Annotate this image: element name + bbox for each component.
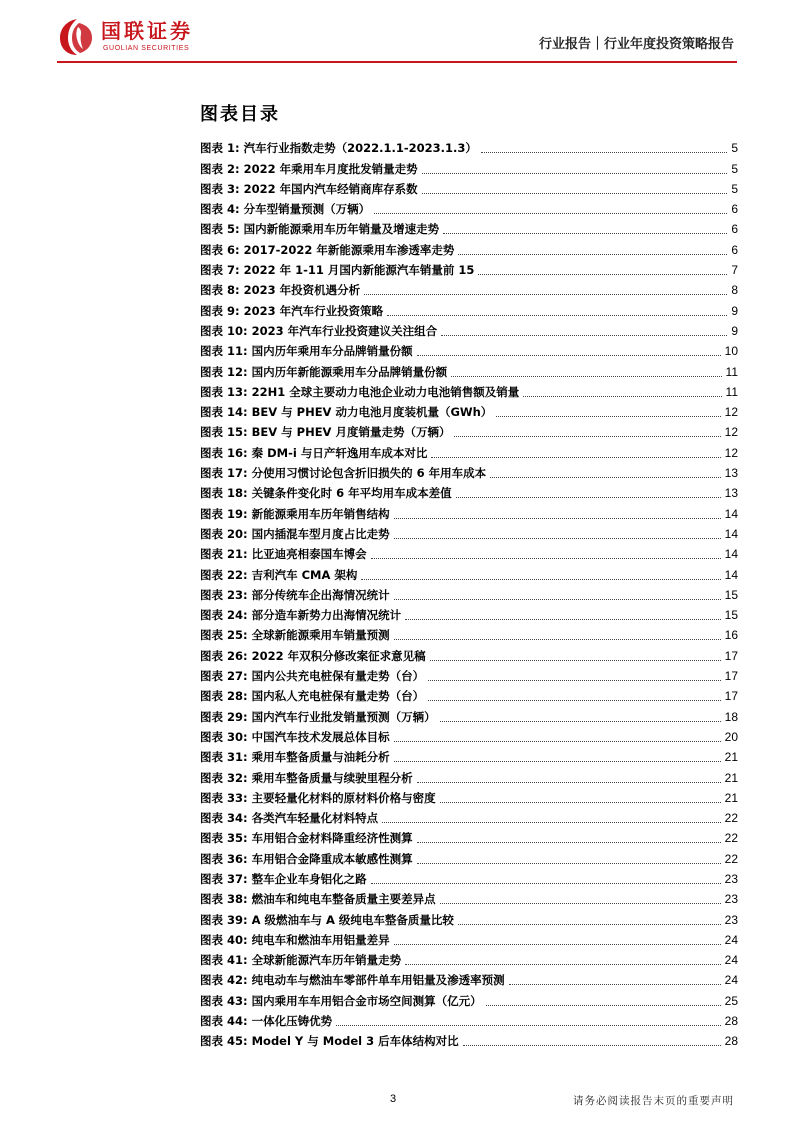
toc-item-page: 20 — [724, 729, 738, 744]
toc-item[interactable] — [200, 623, 738, 643]
toc-item-title: 分车型销量预测（万辆） — [243, 202, 371, 217]
toc-item[interactable] — [200, 522, 738, 542]
toc-dot-leader — [440, 802, 721, 803]
page-header — [0, 0, 794, 70]
toc-dot-leader — [509, 984, 721, 985]
toc-dot-leader — [430, 660, 721, 661]
toc-dot-leader — [428, 700, 721, 701]
toc-item[interactable] — [200, 319, 738, 339]
toc-item-page: 6 — [731, 242, 738, 257]
toc-item-title: A 级燃油车与 A 级纯电车整备质量比较 — [251, 912, 454, 927]
toc-dot-leader — [463, 1045, 721, 1046]
toc-item-title: 22H1 全球主要动力电池企业动力电池销售额及销量 — [251, 384, 520, 399]
toc-item-label: 图表 13: — [200, 384, 248, 399]
brand-name-cn: 国联证券 — [101, 19, 193, 43]
toc-item-page: 24 — [724, 932, 738, 947]
toc-dot-leader — [371, 883, 721, 884]
toc-dot-leader — [440, 903, 721, 904]
toc-dot-leader — [394, 761, 721, 762]
toc-item[interactable] — [200, 542, 738, 562]
toc-item-label: 图表 24: — [200, 608, 248, 623]
toc-item-title: 比亚迪亮相泰国车博会 — [251, 547, 367, 562]
toc-item[interactable] — [200, 684, 738, 704]
toc-dot-leader — [428, 680, 721, 681]
toc-item-title: 2023 年汽车行业投资策略 — [243, 303, 384, 318]
toc-dot-leader — [382, 822, 721, 823]
toc-item-title: 关键条件变化时 6 年平均用车成本差值 — [251, 486, 452, 501]
toc-item-label: 图表 23: — [200, 587, 248, 602]
toc-item-title: 一体化压铸优势 — [251, 1014, 333, 1029]
toc-dot-leader — [394, 639, 721, 640]
toc-item-page: 5 — [731, 161, 738, 176]
toc-item-label: 图表 2: — [200, 161, 240, 176]
toc-item[interactable] — [200, 988, 738, 1008]
toc-item-label: 图表 17: — [200, 466, 248, 481]
toc-item-label: 图表 18: — [200, 486, 248, 501]
toc-item[interactable] — [200, 887, 738, 907]
report-type-title: 行业报告｜行业年度投资策略报告 — [538, 37, 734, 52]
toc-item-title: 国内乘用车车用铝合金市场空间测算（亿元） — [251, 993, 482, 1008]
toc-item-page: 24 — [724, 973, 738, 988]
page-number: 3 — [390, 1093, 397, 1105]
toc-item-label: 图表 34: — [200, 811, 248, 826]
toc-item[interactable] — [200, 400, 738, 420]
toc-item-title: 分使用习惯讨论包含折旧损失的 6 年用车成本 — [251, 466, 487, 481]
toc-item-title: 国内公共充电桩保有量走势（台） — [251, 669, 425, 684]
toc-dot-leader — [441, 335, 727, 336]
toc-item-label: 图表 40: — [200, 932, 248, 947]
toc-item-page: 7 — [731, 263, 738, 278]
toc-item-label: 图表 20: — [200, 526, 248, 541]
toc-item-page: 22 — [724, 851, 738, 866]
toc-item[interactable] — [200, 136, 738, 156]
toc-item-label: 图表 11: — [200, 344, 248, 359]
toc-item-title: 2022 年 1-11 月国内新能源汽车销量前 15 — [243, 263, 475, 278]
toc-dot-leader — [422, 173, 728, 174]
toc-item[interactable] — [200, 237, 738, 257]
toc-item[interactable] — [200, 725, 738, 745]
toc-item-page: 14 — [724, 506, 738, 521]
toc-item-page: 13 — [724, 466, 738, 481]
toc-item-page: 11 — [725, 364, 738, 379]
toc-item-page: 21 — [724, 790, 738, 805]
toc-item[interactable] — [200, 562, 738, 582]
toc-item-label: 图表 3: — [200, 181, 240, 196]
toc-item-page: 23 — [724, 912, 738, 927]
toc-item-title: 燃油车和纯电车整备质量主要差异点 — [251, 892, 436, 907]
toc-item-title: 2017-2022 年新能源乘用车渗透率走势 — [243, 242, 455, 257]
toc-item-page: 11 — [725, 384, 738, 399]
toc-dot-leader — [417, 863, 721, 864]
toc-item-title: 各类汽车轻量化材料特点 — [251, 811, 379, 826]
toc-item-label: 图表 36: — [200, 851, 248, 866]
toc-item[interactable] — [200, 907, 738, 927]
toc-item[interactable] — [200, 420, 738, 440]
toc-item-title: 中国汽车技术发展总体目标 — [251, 729, 390, 744]
toc-item-label: 图表 8: — [200, 283, 240, 298]
toc-item-page: 9 — [731, 323, 738, 338]
toc-item-label: 图表 29: — [200, 709, 248, 724]
toc-item-title: 2022 年双积分修改案征求意见稿 — [251, 648, 426, 663]
toc-item-label: 图表 27: — [200, 669, 248, 684]
toc-dot-leader — [440, 721, 721, 722]
toc-item[interactable] — [200, 1009, 738, 1029]
toc-item-title: 车用铝合金降重成本敏感性测算 — [251, 851, 413, 866]
disclaimer-note: 请务必阅读报告末页的重要声明 — [573, 1095, 734, 1107]
toc-item-title: 纯电动车与燃油车零部件单车用铝量及渗透率预测 — [251, 973, 505, 988]
toc-item-label: 图表 43: — [200, 993, 248, 1008]
toc-dot-leader — [336, 1025, 721, 1026]
toc-dot-leader — [451, 376, 721, 377]
toc-item-page: 6 — [731, 202, 738, 217]
toc-dot-leader — [394, 944, 721, 945]
toc-dot-leader — [364, 294, 727, 295]
toc-item-page: 23 — [724, 892, 738, 907]
toc-item[interactable] — [200, 156, 738, 176]
toc-dot-leader — [405, 619, 721, 620]
toc-dot-leader — [496, 416, 720, 417]
toc-item-label: 图表 21: — [200, 547, 248, 562]
toc-item-title: 汽车行业指数走势（2022.1.1-2023.1.3） — [243, 141, 477, 156]
toc-dot-leader — [374, 213, 727, 214]
toc-list — [200, 136, 738, 1049]
toc-dot-leader — [394, 741, 721, 742]
toc-item[interactable] — [200, 664, 738, 684]
toc-item-label: 图表 30: — [200, 729, 248, 744]
toc-item-label: 图表 39: — [200, 912, 248, 927]
toc-item[interactable] — [200, 846, 738, 866]
toc-item-title: 吉利汽车 CMA 架构 — [251, 567, 358, 582]
toc-item[interactable] — [200, 826, 738, 846]
toc-item[interactable] — [200, 603, 738, 623]
toc-item-page: 14 — [724, 567, 738, 582]
toc-dot-leader — [387, 315, 727, 316]
toc-item[interactable] — [200, 440, 738, 460]
brand-logo — [57, 17, 217, 57]
toc-item-label: 图表 5: — [200, 222, 240, 237]
toc-item-page: 22 — [724, 811, 738, 826]
toc-item[interactable] — [200, 278, 738, 298]
toc-item-page: 5 — [731, 181, 738, 196]
toc-item-title: 2023 年汽车行业投资建议关注组合 — [251, 323, 438, 338]
toc-dot-leader — [417, 842, 721, 843]
toc-dot-leader — [405, 964, 721, 965]
toc-item-label: 图表 42: — [200, 973, 248, 988]
toc-item-title: 国内私人充电桩保有量走势（台） — [251, 689, 425, 704]
toc-item-title: 国内历年乘用车分品牌销量份额 — [251, 344, 413, 359]
toc-item[interactable] — [200, 643, 738, 663]
toc-dot-leader — [458, 254, 727, 255]
toc-item-page: 23 — [724, 871, 738, 886]
toc-dot-leader — [523, 396, 721, 397]
toc-item-title: Model Y 与 Model 3 后车体结构对比 — [251, 1034, 459, 1049]
toc-item[interactable] — [200, 704, 738, 724]
toc-item-title: 乘用车整备质量与油耗分析 — [251, 750, 390, 765]
toc-dot-leader — [422, 193, 728, 194]
toc-item-label: 图表 1: — [200, 141, 240, 156]
brand-name-en: GUOLIAN SECURITIES — [103, 45, 190, 52]
toc-item-title: 乘用车整备质量与续驶里程分析 — [251, 770, 413, 785]
toc-item-label: 图表 12: — [200, 364, 248, 379]
toc-item-page: 22 — [724, 831, 738, 846]
toc-item-page: 6 — [731, 222, 738, 237]
toc-item-label: 图表 41: — [200, 953, 248, 968]
toc-dot-leader — [456, 497, 721, 498]
toc-item-title: 整车企业车身铝化之路 — [251, 871, 367, 886]
toc-item-label: 图表 25: — [200, 628, 248, 643]
toc-item[interactable] — [200, 948, 738, 968]
toc-item-label: 图表 38: — [200, 892, 248, 907]
toc-item-title: 国内汽车行业批发销量预测（万辆） — [251, 709, 436, 724]
toc-dot-leader — [417, 355, 721, 356]
toc-item[interactable] — [200, 481, 738, 501]
toc-dot-leader — [361, 579, 720, 580]
toc-item-page: 16 — [724, 628, 738, 643]
toc-item[interactable] — [200, 867, 738, 887]
toc-item[interactable] — [200, 968, 738, 988]
toc-item-title: 新能源乘用车历年销售结构 — [251, 506, 390, 521]
toc-item-label: 图表 31: — [200, 750, 248, 765]
toc-item[interactable] — [200, 217, 738, 237]
toc-dot-leader — [431, 457, 720, 458]
toc-item-page: 12 — [724, 425, 738, 440]
toc-item-label: 图表 28: — [200, 689, 248, 704]
toc-dot-leader — [490, 477, 721, 478]
brand-logo-icon — [57, 17, 97, 57]
toc-item[interactable] — [200, 298, 738, 318]
toc-item[interactable] — [200, 177, 738, 197]
toc-item-page: 28 — [724, 1014, 738, 1029]
toc-item-label: 图表 9: — [200, 303, 240, 318]
toc-item-title: 部分造车新势力出海情况统计 — [251, 608, 402, 623]
toc-item-page: 24 — [724, 953, 738, 968]
toc-item-title: BEV 与 PHEV 月度销量走势（万辆） — [251, 425, 451, 440]
toc-item-page: 12 — [724, 405, 738, 420]
toc-item[interactable] — [200, 786, 738, 806]
toc-item-page: 14 — [724, 547, 738, 562]
toc-item-title: 2023 年投资机遇分析 — [243, 283, 361, 298]
toc-item[interactable] — [200, 745, 738, 765]
toc-item-title: BEV 与 PHEV 动力电池月度装机量（GWh） — [251, 405, 493, 420]
toc-item-page: 18 — [724, 709, 738, 724]
toc-dot-leader — [458, 924, 721, 925]
toc-item[interactable] — [200, 806, 738, 826]
toc-dot-leader — [394, 538, 721, 539]
toc-item-page: 13 — [724, 486, 738, 501]
toc-item-page: 14 — [724, 526, 738, 541]
toc-item-page: 5 — [731, 141, 738, 156]
toc-item-label: 图表 14: — [200, 405, 248, 420]
toc-dot-leader — [394, 599, 721, 600]
toc-item-page: 9 — [731, 303, 738, 318]
toc-item-label: 图表 37: — [200, 871, 248, 886]
toc-item-page: 17 — [724, 648, 738, 663]
toc-item[interactable] — [200, 380, 738, 400]
toc-item-title: 2022 年乘用车月度批发销量走势 — [243, 161, 418, 176]
toc-item-title: 国内新能源乘用车历年销量及增速走势 — [243, 222, 440, 237]
header-divider — [57, 61, 737, 63]
toc-item-title: 秦 DM-i 与日产轩逸用车成本对比 — [251, 445, 428, 460]
toc-item-page: 17 — [724, 689, 738, 704]
toc-item[interactable] — [200, 928, 738, 948]
toc-item-page: 8 — [731, 283, 738, 298]
toc-item[interactable] — [200, 461, 738, 481]
toc-dot-leader — [478, 274, 727, 275]
toc-dot-leader — [454, 436, 720, 437]
toc-item-label: 图表 16: — [200, 445, 248, 460]
toc-item-page: 15 — [724, 587, 738, 602]
toc-item[interactable] — [200, 339, 738, 359]
toc-item-title: 主要轻量化材料的原材料价格与密度 — [251, 790, 436, 805]
toc-dot-leader — [486, 1005, 721, 1006]
toc-item-label: 图表 15: — [200, 425, 248, 440]
toc-item[interactable] — [200, 765, 738, 785]
toc-item[interactable] — [200, 258, 738, 278]
toc-item-label: 图表 35: — [200, 831, 248, 846]
toc-item-label: 图表 19: — [200, 506, 248, 521]
toc-item-page: 15 — [724, 608, 738, 623]
toc-item-page: 10 — [724, 344, 738, 359]
toc-item-label: 图表 22: — [200, 567, 248, 582]
toc-item-label: 图表 4: — [200, 202, 240, 217]
toc-item-label: 图表 45: — [200, 1034, 248, 1049]
toc-item-page: 28 — [724, 1034, 738, 1049]
toc-item[interactable] — [200, 583, 738, 603]
toc-item-label: 图表 7: — [200, 263, 240, 278]
toc-item-label: 图表 44: — [200, 1014, 248, 1029]
toc-item[interactable] — [200, 197, 738, 217]
toc-dot-leader — [417, 782, 721, 783]
toc-item-title: 2022 年国内汽车经销商库存系数 — [243, 181, 418, 196]
toc-item-title: 全球新能源乘用车销量预测 — [251, 628, 390, 643]
toc-item-page: 21 — [724, 750, 738, 765]
toc-dot-leader — [394, 518, 721, 519]
toc-item[interactable] — [200, 501, 738, 521]
toc-item-title: 国内插混车型月度占比走势 — [251, 526, 390, 541]
toc-item-title: 国内历年新能源乘用车分品牌销量份额 — [251, 364, 448, 379]
toc-item-title: 纯电车和燃油车用铝量差异 — [251, 932, 390, 947]
toc-item-title: 车用铝合金材料降重经济性测算 — [251, 831, 413, 846]
toc-dot-leader — [481, 152, 727, 153]
toc-item-title: 全球新能源汽车历年销量走势 — [251, 953, 402, 968]
toc-item-page: 12 — [724, 445, 738, 460]
toc-item-label: 图表 10: — [200, 323, 248, 338]
toc-item-page: 25 — [724, 993, 738, 1008]
toc-heading: 图表目录 — [200, 104, 280, 125]
toc-item[interactable] — [200, 359, 738, 379]
toc-dot-leader — [443, 233, 727, 234]
toc-item-label: 图表 6: — [200, 242, 240, 257]
toc-item[interactable] — [200, 1029, 738, 1049]
toc-item-label: 图表 26: — [200, 648, 248, 663]
toc-item-page: 17 — [724, 669, 738, 684]
toc-item-label: 图表 33: — [200, 790, 248, 805]
toc-item-page: 21 — [724, 770, 738, 785]
toc-item-label: 图表 32: — [200, 770, 248, 785]
toc-dot-leader — [371, 558, 721, 559]
toc-item-title: 部分传统车企出海情况统计 — [251, 587, 390, 602]
